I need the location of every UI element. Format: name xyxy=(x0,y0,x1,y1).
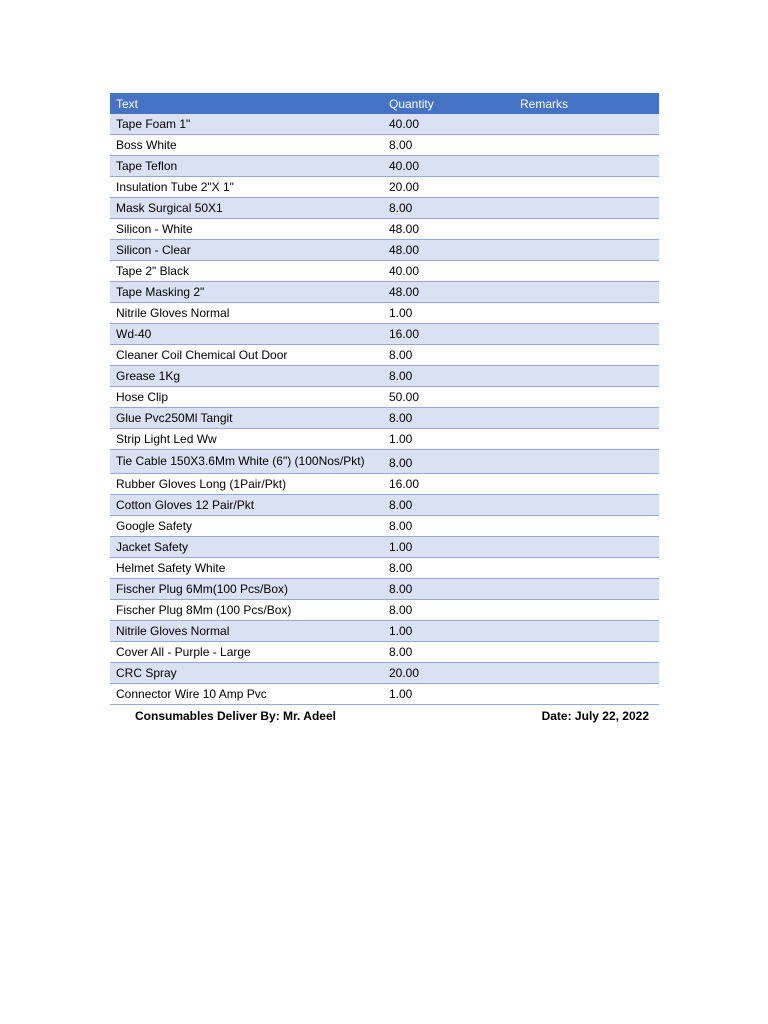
table-row xyxy=(110,558,659,579)
cell-text: Boss White xyxy=(110,135,383,156)
cell-text: Tape Masking 2" xyxy=(110,282,383,303)
cell-remarks xyxy=(514,240,659,261)
table-footer xyxy=(110,707,659,727)
table-row xyxy=(110,537,659,558)
cell-quantity: 1.00 xyxy=(383,303,514,324)
cell-remarks xyxy=(514,282,659,303)
cell-quantity: 8.00 xyxy=(383,642,514,663)
cell-remarks xyxy=(514,621,659,642)
cell-quantity: 8.00 xyxy=(383,516,514,537)
cell-quantity: 48.00 xyxy=(383,240,514,261)
cell-remarks xyxy=(514,663,659,684)
cell-remarks xyxy=(514,579,659,600)
cell-remarks xyxy=(514,177,659,198)
cell-text: Google Safety xyxy=(110,516,383,537)
cell-text: Tape 2" Black xyxy=(110,261,383,282)
cell-quantity: 1.00 xyxy=(383,537,514,558)
cell-text: Insulation Tube 2"X 1" xyxy=(110,177,383,198)
table-row xyxy=(110,135,659,156)
cell-remarks xyxy=(514,324,659,345)
cell-remarks xyxy=(514,642,659,663)
cell-text: Jacket Safety xyxy=(110,537,383,558)
table-row xyxy=(110,516,659,537)
cell-text: Nitrile Gloves Normal xyxy=(110,303,383,324)
cell-text: Nitrile Gloves Normal xyxy=(110,621,383,642)
table-row xyxy=(110,282,659,303)
cell-remarks xyxy=(514,495,659,516)
table-row xyxy=(110,621,659,642)
cell-remarks xyxy=(514,474,659,495)
table-row xyxy=(110,198,659,219)
cell-remarks xyxy=(514,345,659,366)
cell-text: Glue Pvc250Ml Tangit xyxy=(110,408,383,429)
cell-quantity: 48.00 xyxy=(383,219,514,240)
delivered-by-label: Consumables Deliver By: Mr. Adeel xyxy=(135,709,336,723)
cell-remarks xyxy=(514,684,659,705)
table-row xyxy=(110,408,659,429)
table-row xyxy=(110,324,659,345)
cell-remarks xyxy=(514,219,659,240)
cell-quantity: 8.00 xyxy=(383,135,514,156)
cell-quantity: 16.00 xyxy=(383,474,514,495)
cell-quantity: 8.00 xyxy=(383,495,514,516)
cell-quantity: 8.00 xyxy=(383,579,514,600)
cell-remarks xyxy=(514,408,659,429)
cell-text: Cover All - Purple - Large xyxy=(110,642,383,663)
table-row xyxy=(110,600,659,621)
table-row xyxy=(110,495,659,516)
table-row xyxy=(110,663,659,684)
cell-quantity: 1.00 xyxy=(383,429,514,450)
cell-remarks xyxy=(514,303,659,324)
table-row xyxy=(110,450,659,474)
cell-quantity: 8.00 xyxy=(383,198,514,219)
cell-quantity: 8.00 xyxy=(383,558,514,579)
cell-text: Helmet Safety White xyxy=(110,558,383,579)
cell-text: Fischer Plug 8Mm (100 Pcs/Box) xyxy=(110,600,383,621)
cell-quantity: 40.00 xyxy=(383,261,514,282)
cell-remarks xyxy=(514,537,659,558)
table-row xyxy=(110,261,659,282)
cell-quantity: 20.00 xyxy=(383,177,514,198)
cell-quantity: 8.00 xyxy=(383,408,514,429)
table-row xyxy=(110,474,659,495)
header-text: Text xyxy=(110,93,383,114)
cell-text: Silicon - Clear xyxy=(110,240,383,261)
cell-quantity: 8.00 xyxy=(383,345,514,366)
cell-text: Hose Clip xyxy=(110,387,383,408)
cell-text: Connector Wire 10 Amp Pvc xyxy=(110,684,383,705)
cell-text: Tape Foam 1" xyxy=(110,114,383,135)
header-row xyxy=(110,93,659,114)
table-row xyxy=(110,303,659,324)
table-row xyxy=(110,219,659,240)
table-row xyxy=(110,387,659,408)
cell-text: Silicon - White xyxy=(110,219,383,240)
cell-text: Cotton Gloves 12 Pair/Pkt xyxy=(110,495,383,516)
cell-quantity: 40.00 xyxy=(383,156,514,177)
table-row xyxy=(110,114,659,135)
table-row xyxy=(110,429,659,450)
table-row xyxy=(110,240,659,261)
table-header xyxy=(110,93,659,114)
header-remarks: Remarks xyxy=(514,93,659,114)
table-row xyxy=(110,684,659,705)
cell-text: Grease 1Kg xyxy=(110,366,383,387)
cell-text: Tape Teflon xyxy=(110,156,383,177)
cell-remarks xyxy=(514,366,659,387)
cell-text: Cleaner Coil Chemical Out Door xyxy=(110,345,383,366)
cell-text: Fischer Plug 6Mm(100 Pcs/Box) xyxy=(110,579,383,600)
table-row xyxy=(110,156,659,177)
cell-quantity: 8.00 xyxy=(383,450,514,474)
table-row xyxy=(110,345,659,366)
cell-remarks xyxy=(514,387,659,408)
cell-quantity: 8.00 xyxy=(383,366,514,387)
cell-text: Tie Cable 150X3.6Mm White (6") (100Nos/Pkt) xyxy=(110,450,383,474)
date-label: Date: July 22, 2022 xyxy=(541,709,649,723)
cell-remarks xyxy=(514,429,659,450)
table-row xyxy=(110,366,659,387)
cell-remarks xyxy=(514,516,659,537)
cell-remarks xyxy=(514,135,659,156)
table-row xyxy=(110,177,659,198)
cell-text: Wd-40 xyxy=(110,324,383,345)
consumables-table xyxy=(110,93,659,705)
cell-remarks xyxy=(514,114,659,135)
cell-remarks xyxy=(514,450,659,474)
table-row xyxy=(110,579,659,600)
cell-quantity: 1.00 xyxy=(383,684,514,705)
table-row xyxy=(110,642,659,663)
cell-quantity: 16.00 xyxy=(383,324,514,345)
cell-remarks xyxy=(514,600,659,621)
cell-quantity: 8.00 xyxy=(383,600,514,621)
cell-quantity: 48.00 xyxy=(383,282,514,303)
cell-quantity: 1.00 xyxy=(383,621,514,642)
cell-quantity: 40.00 xyxy=(383,114,514,135)
cell-remarks xyxy=(514,558,659,579)
cell-text: Rubber Gloves Long (1Pair/Pkt) xyxy=(110,474,383,495)
header-quantity: Quantity xyxy=(383,93,514,114)
consumables-sheet xyxy=(110,93,659,727)
cell-text: Mask Surgical 50X1 xyxy=(110,198,383,219)
cell-text: Strip Light Led Ww xyxy=(110,429,383,450)
cell-remarks xyxy=(514,198,659,219)
cell-text: CRC Spray xyxy=(110,663,383,684)
cell-remarks xyxy=(514,261,659,282)
table-body xyxy=(110,114,659,705)
cell-quantity: 50.00 xyxy=(383,387,514,408)
cell-remarks xyxy=(514,156,659,177)
cell-quantity: 20.00 xyxy=(383,663,514,684)
